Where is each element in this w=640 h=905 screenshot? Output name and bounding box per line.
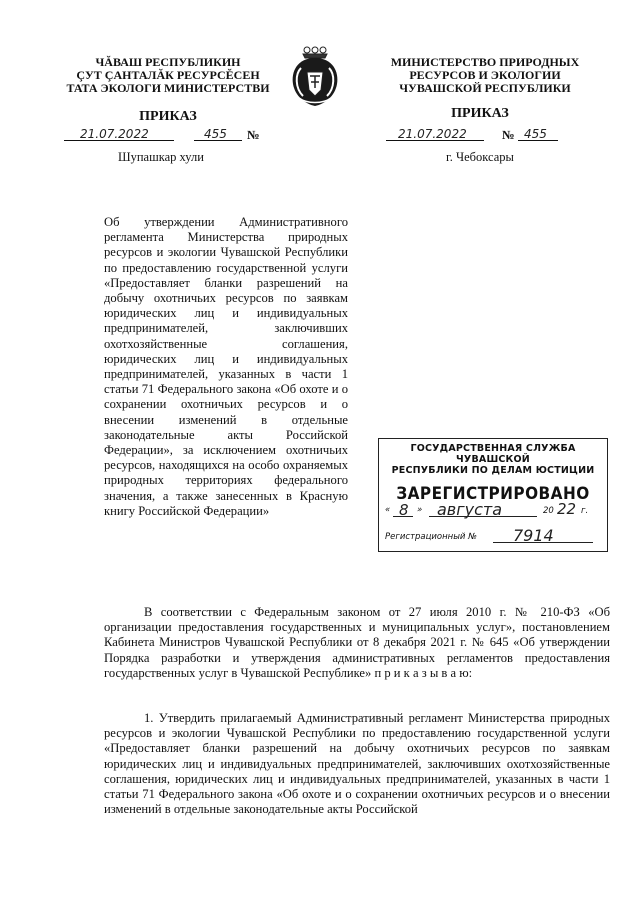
- header-right-line-2: РЕСУРСОВ И ЭКОЛОГИИ: [409, 68, 561, 82]
- header-right-city: г. Чебоксары: [446, 150, 514, 164]
- header-right-number-sign: №: [502, 128, 515, 142]
- header-left-line-3: ТАТА ЭКОЛОГИ МИНИСТЕРСТВИ: [66, 81, 270, 95]
- stamp-date-row: [385, 501, 601, 519]
- header-right-doc-type: ПРИКАЗ: [451, 106, 509, 121]
- header-left: [58, 56, 278, 95]
- header-right-date: 21.07.2022: [398, 127, 467, 141]
- header-left-number: 455: [204, 127, 227, 141]
- stamp-year-prefix: 20: [543, 506, 554, 516]
- registration-stamp: [378, 438, 608, 552]
- header-right-date-row: [386, 126, 606, 144]
- document-title: Об утверждении Административного регламента Министерства природных ресурсов и экологии Чувашской Республики по предоставлению государственной услуги «Предоставляет бланки разрешений на добычу охотничьих ресурсов по заявкам юридических лиц и индивидуальных предпринимателей, заключивших охотхозяйственные соглашения, юридических лиц и индивидуальных предпринимателей, указанных в части 1 статьи 71 Федерального закона «Об охоте и о сохранении охотничьих ресурсов и о внесении изменений в отдельные законодательные акты Российской Федерации», за исключением охотничьих ресурсов, находящихся на особо охраняемых природных территориях федерального значения, а также занесенных в Красную книгу Российской Федерации»: [104, 215, 348, 518]
- stamp-reg-underline: [493, 542, 593, 543]
- stamp-year-suffix: 22: [557, 500, 577, 518]
- coat-of-arms-emblem: [285, 44, 345, 110]
- header-left-line-1: ЧĂВАШ РЕСПУБЛИКИН: [95, 55, 241, 69]
- header-right-line-1: МИНИСТЕРСТВО ПРИРОДНЫХ: [390, 55, 580, 69]
- stamp-day: 8: [399, 501, 409, 519]
- header-left-doc-type: ПРИКАЗ: [139, 109, 197, 124]
- stamp-reg-label: Регистрационный №: [385, 532, 477, 542]
- emblem-graphic: [285, 44, 345, 110]
- stamp-year-g: г.: [581, 506, 589, 516]
- header-left-line-2: ÇУТ ÇАНТАЛĂК РЕСУРСĔСЕН: [76, 68, 260, 82]
- body-paragraph-2: [104, 711, 610, 817]
- header-left-date: 21.07.2022: [80, 127, 149, 141]
- stamp-day-underline: [393, 516, 413, 517]
- header-right-number: 455: [524, 127, 547, 141]
- stamp-quote-open: «: [385, 505, 391, 515]
- stamp-reg-number: 7914: [513, 526, 554, 545]
- stamp-registered: ЗАРЕГИСТРИРОВАНО: [396, 484, 590, 504]
- header-left-city: Шупашкар хули: [118, 150, 204, 164]
- header-right: [375, 56, 595, 95]
- body-paragraph-1: [104, 605, 610, 681]
- body-paragraph-2-text: 1. Утвердить прилагаемый Административный регламент Министерства природных ресурсов и экологии Чувашской Республики по предоставлению государственной услуги «Предоставляет бланки разрешений на добычу охотничьих ресурсов по заявкам юридических лиц и индивидуальных предпринимателей, заключивших охотхозяйственные соглашения, юридических лиц и индивидуальных предпринимателей, указанных в части 1 статьи 71 Федерального закона «Об охоте и о сохранении охотничьих ресурсов и о внесении изменений в отдельные законодательные акты Российской: [104, 711, 610, 817]
- stamp-month: августа: [437, 500, 503, 519]
- stamp-month-underline: [429, 516, 537, 517]
- stamp-line-2: РЕСПУБЛИКИ ПО ДЕЛАМ ЮСТИЦИИ: [391, 465, 595, 476]
- body-paragraph-1-text: В соответствии с Федеральным законом от 27 июля 2010 г. № 210-ФЗ «Об организации предоставления государственных и муниципальных услуг», постановлением Кабинета Министров Чувашской Республики от 8 декабря 2021 г. № 645 «Об утверждении Порядка разработки и утверждения административных регламентов предоставления государственных услуг в Чувашской Республике» п р и к а з ы в а ю:: [104, 605, 610, 680]
- stamp-quote-close: »: [417, 505, 423, 515]
- stamp-reg-row: [385, 527, 601, 545]
- stamp-line-1: ГОСУДАРСТВЕННАЯ СЛУЖБА ЧУВАШСКОЙ: [410, 443, 576, 465]
- header-left-number-sign: №: [247, 128, 260, 142]
- header-left-date-row: [64, 126, 274, 144]
- header-right-line-3: ЧУВАШСКОЙ РЕСПУБЛИКИ: [399, 81, 571, 95]
